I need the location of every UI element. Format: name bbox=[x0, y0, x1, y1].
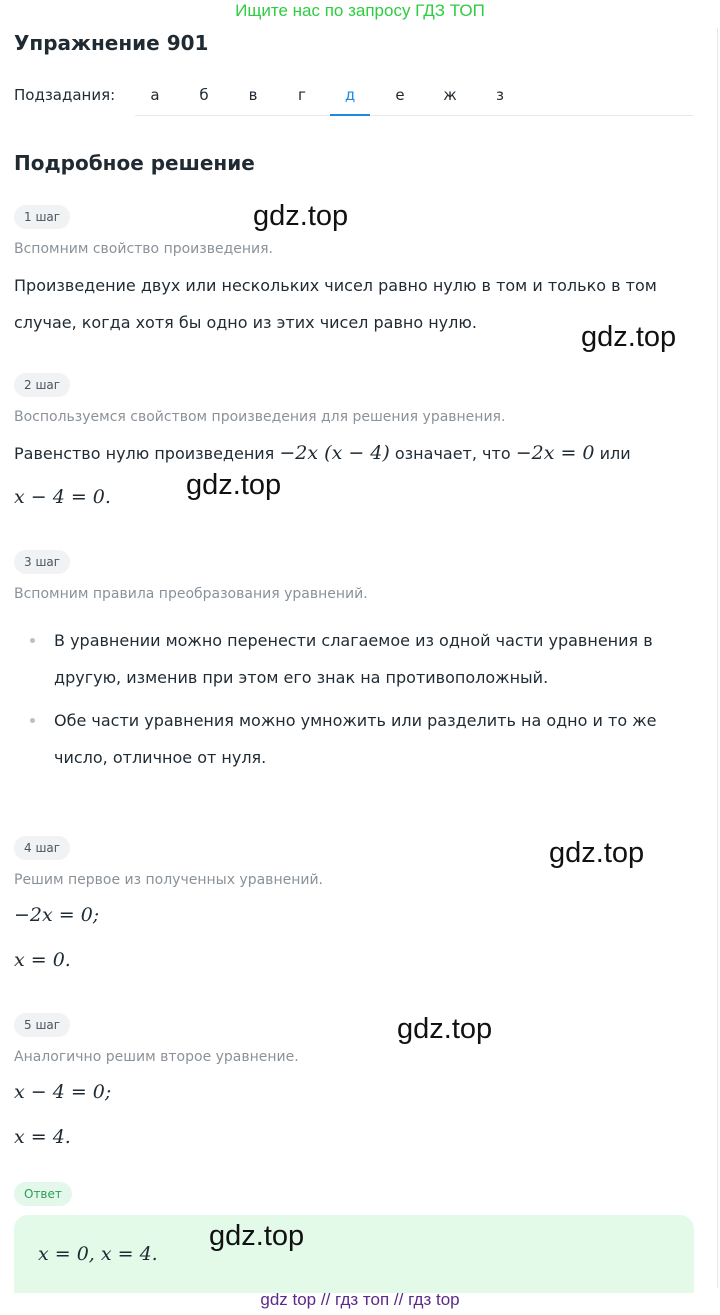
footer-link-gdz-top[interactable]: gdz top bbox=[260, 1290, 317, 1309]
step-2-text-c: или bbox=[594, 444, 631, 463]
step-5-hint: Аналогично решим второе уравнение. bbox=[14, 1049, 299, 1065]
footer-link-gdz-top-ru[interactable]: гдз топ bbox=[335, 1290, 390, 1309]
step-2-badge: 2 шаг bbox=[14, 373, 70, 397]
watermark-text: gdz.top bbox=[186, 469, 282, 501]
footer-links bbox=[0, 1290, 720, 1310]
tab-zh[interactable]: ж bbox=[443, 86, 457, 104]
watermark-text: gdz.top bbox=[581, 321, 677, 353]
top-banner: Ищите нас по запросу ГДЗ ТОП bbox=[235, 1, 485, 20]
step-2-math-a: −2x (x − 4) bbox=[279, 442, 390, 464]
step-2-text-b: означает, что bbox=[389, 444, 516, 463]
bullet-dot-icon bbox=[30, 718, 35, 723]
step-3-rules bbox=[14, 622, 694, 782]
step-3-hint: Вспомним правила преобразования уравнений. bbox=[14, 586, 368, 602]
tab-a[interactable]: а bbox=[150, 86, 160, 104]
step-5-badge: 5 шаг bbox=[14, 1013, 70, 1037]
step-4-badge: 4 шаг bbox=[14, 836, 70, 860]
bullet-dot-icon bbox=[30, 638, 35, 643]
step-3-badge: 3 шаг bbox=[14, 550, 70, 574]
subtasks-tabs bbox=[135, 84, 693, 116]
step-5-line-2: x = 4. bbox=[14, 1126, 71, 1148]
subtasks-label: Подзадания: bbox=[14, 86, 116, 104]
watermark-text: gdz.top bbox=[397, 1013, 493, 1045]
tab-v[interactable]: в bbox=[248, 86, 258, 104]
tab-e[interactable]: е bbox=[395, 86, 405, 104]
footer-separator: // bbox=[393, 1290, 404, 1309]
footer-link-gdz-top-mixed[interactable]: гдз top bbox=[408, 1290, 460, 1309]
answer-badge: Ответ bbox=[14, 1182, 72, 1206]
step-1-hint: Вспомним свойство произведения. bbox=[14, 241, 274, 257]
step-4-hint: Решим первое из полученных уравнений. bbox=[14, 872, 324, 888]
step-2-text bbox=[14, 435, 694, 472]
rule-1-text: В уравнении можно перенести слагаемое из одной части уравнения в другую, изменив при этом его знак на противоположный. bbox=[54, 631, 653, 687]
step-1-text: Произведение двух или нескольких чисел равно нулю в том и только в том случае, когда хотя бы одно из этих чисел равно нулю. bbox=[14, 276, 657, 332]
step-5-line-1: x − 4 = 0; bbox=[14, 1081, 112, 1103]
answer-box bbox=[14, 1215, 694, 1293]
page-title: Упражнение 901 bbox=[14, 31, 209, 55]
step-1-badge: 1 шаг bbox=[14, 205, 70, 229]
list-item bbox=[14, 702, 694, 776]
tab-d-active[interactable]: д bbox=[330, 84, 370, 116]
step-4-line-1: −2x = 0; bbox=[14, 904, 100, 926]
footer-separator: // bbox=[320, 1290, 331, 1309]
tab-g[interactable]: г bbox=[298, 86, 306, 104]
step-2-hint: Воспользуемся свойством произведения для решения уравнения. bbox=[14, 409, 506, 425]
step-2-math-b: −2x = 0 bbox=[515, 442, 595, 464]
watermark-text: gdz.top bbox=[209, 1220, 305, 1252]
subtasks-nav bbox=[14, 84, 694, 116]
watermark-text: gdz.top bbox=[253, 200, 349, 232]
tab-b[interactable]: б bbox=[199, 86, 209, 104]
step-4-line-2: x = 0. bbox=[14, 949, 71, 971]
tab-z[interactable]: з bbox=[496, 86, 504, 104]
step-2-text-a: Равенство нулю произведения bbox=[14, 444, 280, 463]
answer-value: x = 0, x = 4. bbox=[38, 1243, 158, 1265]
step-2-math-c: x − 4 = 0. bbox=[14, 486, 111, 508]
list-item bbox=[14, 622, 694, 696]
watermark-text: gdz.top bbox=[549, 837, 645, 869]
rule-2-text: Обе части уравнения можно умножить или разделить на одно и то же число, отличное от нуля. bbox=[54, 711, 657, 767]
scrollbar-track[interactable] bbox=[717, 28, 718, 1288]
section-title: Подробное решение bbox=[14, 151, 255, 175]
